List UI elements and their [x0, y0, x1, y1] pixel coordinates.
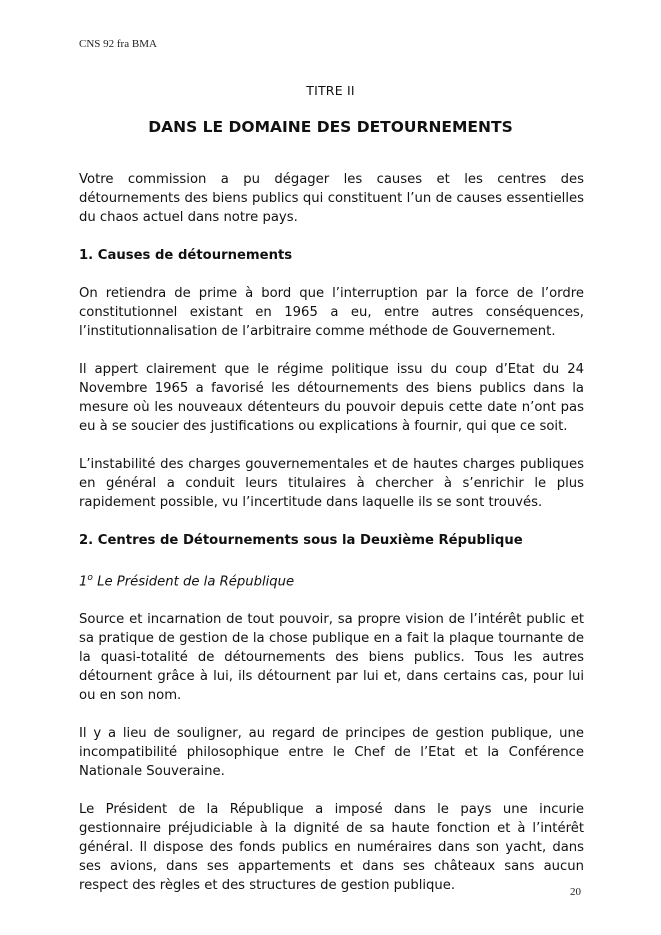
subsection-ordinal: o — [87, 573, 93, 583]
document-body — [79, 170, 584, 914]
section-1-paragraph: On retiendra de prime à bord que l’interruption par la force de l’ordre constitutionnel existant en 1965 a eu, entre autres conséquences, l’institutionnalisation de l’arbitraire comme méthode de Gouvernement. — [79, 286, 584, 339]
section-2-heading: 2. Centres de Détournements sous la Deuxième République — [79, 533, 523, 548]
section-2-paragraph: Source et incarnation de tout pouvoir, sa propre vision de l’intérêt public et sa pratique de gestion de la chose publique en a fait la plaque tournante de la quasi-totalité de détournements des biens publics. Tous les autres détournent grâce à lui, ils détournent par lui et, dans certains cas, pour lui ou en son nom. — [79, 612, 584, 704]
main-heading: DANS LE DOMAINE DES DETOURNEMENTS — [148, 118, 513, 136]
subsection-title: Le Président de la République — [92, 574, 295, 590]
page-number: 20 — [570, 886, 581, 898]
section-2-paragraph: Il y a lieu de souligner, au regard de principes de gestion publique, une incompatibilité philosophique entre le Chef de l’Etat et la Conférence Nationale Souveraine. — [79, 726, 584, 780]
subsection-heading — [79, 569, 584, 591]
section-2-paragraph: Le Président de la République a imposé dans le pays une incurie gestionnaire préjudiciable à la dignité de sa haute fonction et à l’intérêt général. Il dispose des fonds publics en numéraires dans son yacht, dans ses avions, dans ses appartements et dans ses châteaux sans aucun respect des règles et des structures de gestion publique. — [79, 802, 584, 894]
section-1-paragraph: Il appert clairement que le régime politique issu du coup d’Etat du 24 Novembre 1965 a favorisé les détournements des biens publics dans la mesure où les nouveaux détenteurs du pouvoir depuis cette date n’ont pas eu à se soucier des justifications ou explications à fournir, qui que ce soit. — [79, 362, 584, 434]
page-header: CNS 92 fra BMA — [79, 38, 157, 50]
section-1-paragraph: L’instabilité des charges gouvernementales et de hautes charges publiques en général a conduit leurs titulaires à chercher à s’enrichir le plus rapidement possible, vu l’incertitude dans laquelle ils se sont trouvés. — [79, 457, 584, 510]
title-label: TITRE II — [306, 83, 355, 98]
subsection-number: 1 — [79, 574, 88, 590]
section-1-heading: 1. Causes de détournements — [79, 248, 293, 263]
intro-paragraph: Votre commission a pu dégager les causes et les centres des détournements des biens publics qui constituent l’un de causes essentielles du chaos actuel dans notre pays. — [79, 172, 584, 225]
